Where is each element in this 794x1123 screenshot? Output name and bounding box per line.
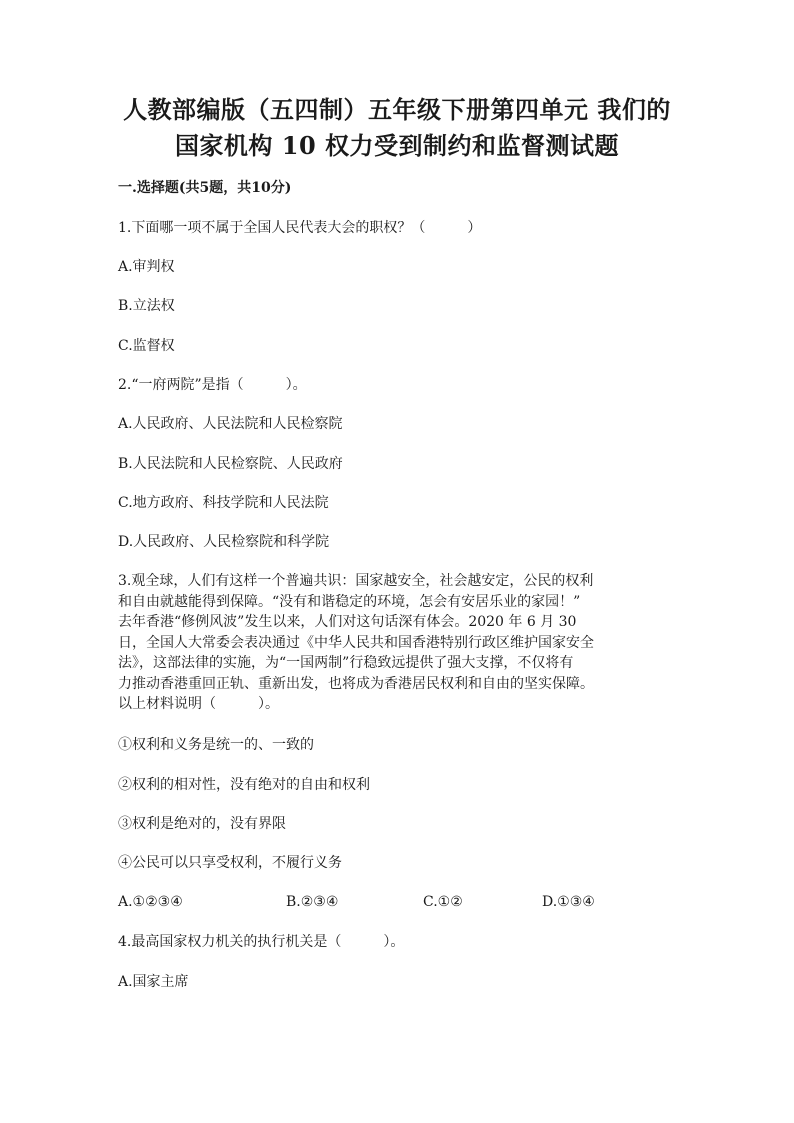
question-3-statement-2: ②权利的相对性，没有绝对的自由和权利	[118, 777, 370, 793]
title-line-2: 国家机构 10 权力受到制约和监督测试题	[174, 131, 620, 160]
question-3-stem-line: 力推动香港重回正轨、重新出发，也将成为香港居民权利和自由的坚实保障。	[118, 675, 594, 692]
question-3-option-a: A.①②③④	[118, 894, 183, 910]
question-3-statement-3: ③权利是绝对的，没有界限	[118, 816, 286, 832]
question-2-stem: 2.“一府两院”是指（ ）。	[118, 377, 307, 393]
question-3-stem-line: 去年香港“修例风波”发生以来，人们对这句话深有体会。2020 年 6 月 30	[118, 614, 577, 630]
question-2-option-d: D.人民政府、人民检察院和科学院	[118, 534, 330, 550]
title-line-1: 人教部编版（五四制）五年级下册第四单元 我们的	[123, 95, 671, 124]
question-3-stem-line: 3.观全球，人们有这样一个普遍共识：国家越安全，社会越安定，公民的权利	[118, 573, 594, 589]
question-3-stem-line: 法》，这部法律的实施，为“一国两制”行稳致远提供了强大支撑，不仅将有	[118, 655, 574, 671]
question-2-option-b: B.人民法院和人民检察院、人民政府	[118, 456, 343, 472]
question-3-statement-1: ①权利和义务是统一的、一致的	[118, 737, 314, 753]
question-3-option-b: B.②③④	[286, 894, 339, 910]
question-3-stem-line: 和自由就越能得到保障。“没有和谐稳定的环境，怎会有安居乐业的家园！”	[118, 593, 581, 610]
page-title	[60, 92, 734, 164]
question-3-stem-line: 日，全国人大常委会表决通过《中华人民共和国香港特别行政区维护国家安全	[118, 634, 594, 651]
question-3-stem-line: 以上材料说明（ ）。	[118, 696, 279, 712]
question-2-option-a: A.人民政府、人民法院和人民检察院	[118, 416, 343, 432]
question-3-statement-4: ④公民可以只享受权利，不履行义务	[118, 855, 342, 871]
question-1-stem: 1.下面哪一项不属于全国人民代表大会的职权？（ ）	[118, 220, 482, 236]
question-1-option-a: A.审判权	[118, 259, 175, 275]
question-3-option-c: C.①②	[423, 894, 463, 910]
question-3-stem	[118, 571, 678, 715]
question-4-option-a: A.国家主席	[118, 974, 189, 990]
question-4-stem: 4.最高国家权力机关的执行机关是（ ）。	[118, 934, 405, 950]
question-1-option-b: B.立法权	[118, 298, 175, 314]
question-1-option-c: C.监督权	[118, 338, 175, 354]
question-2-option-c: C.地方政府、科技学院和人民法院	[118, 495, 329, 511]
question-3-options	[118, 892, 678, 914]
question-3-option-d: D.①③④	[542, 894, 595, 910]
section-heading: 一.选择题(共5题，共10分)	[118, 180, 292, 196]
